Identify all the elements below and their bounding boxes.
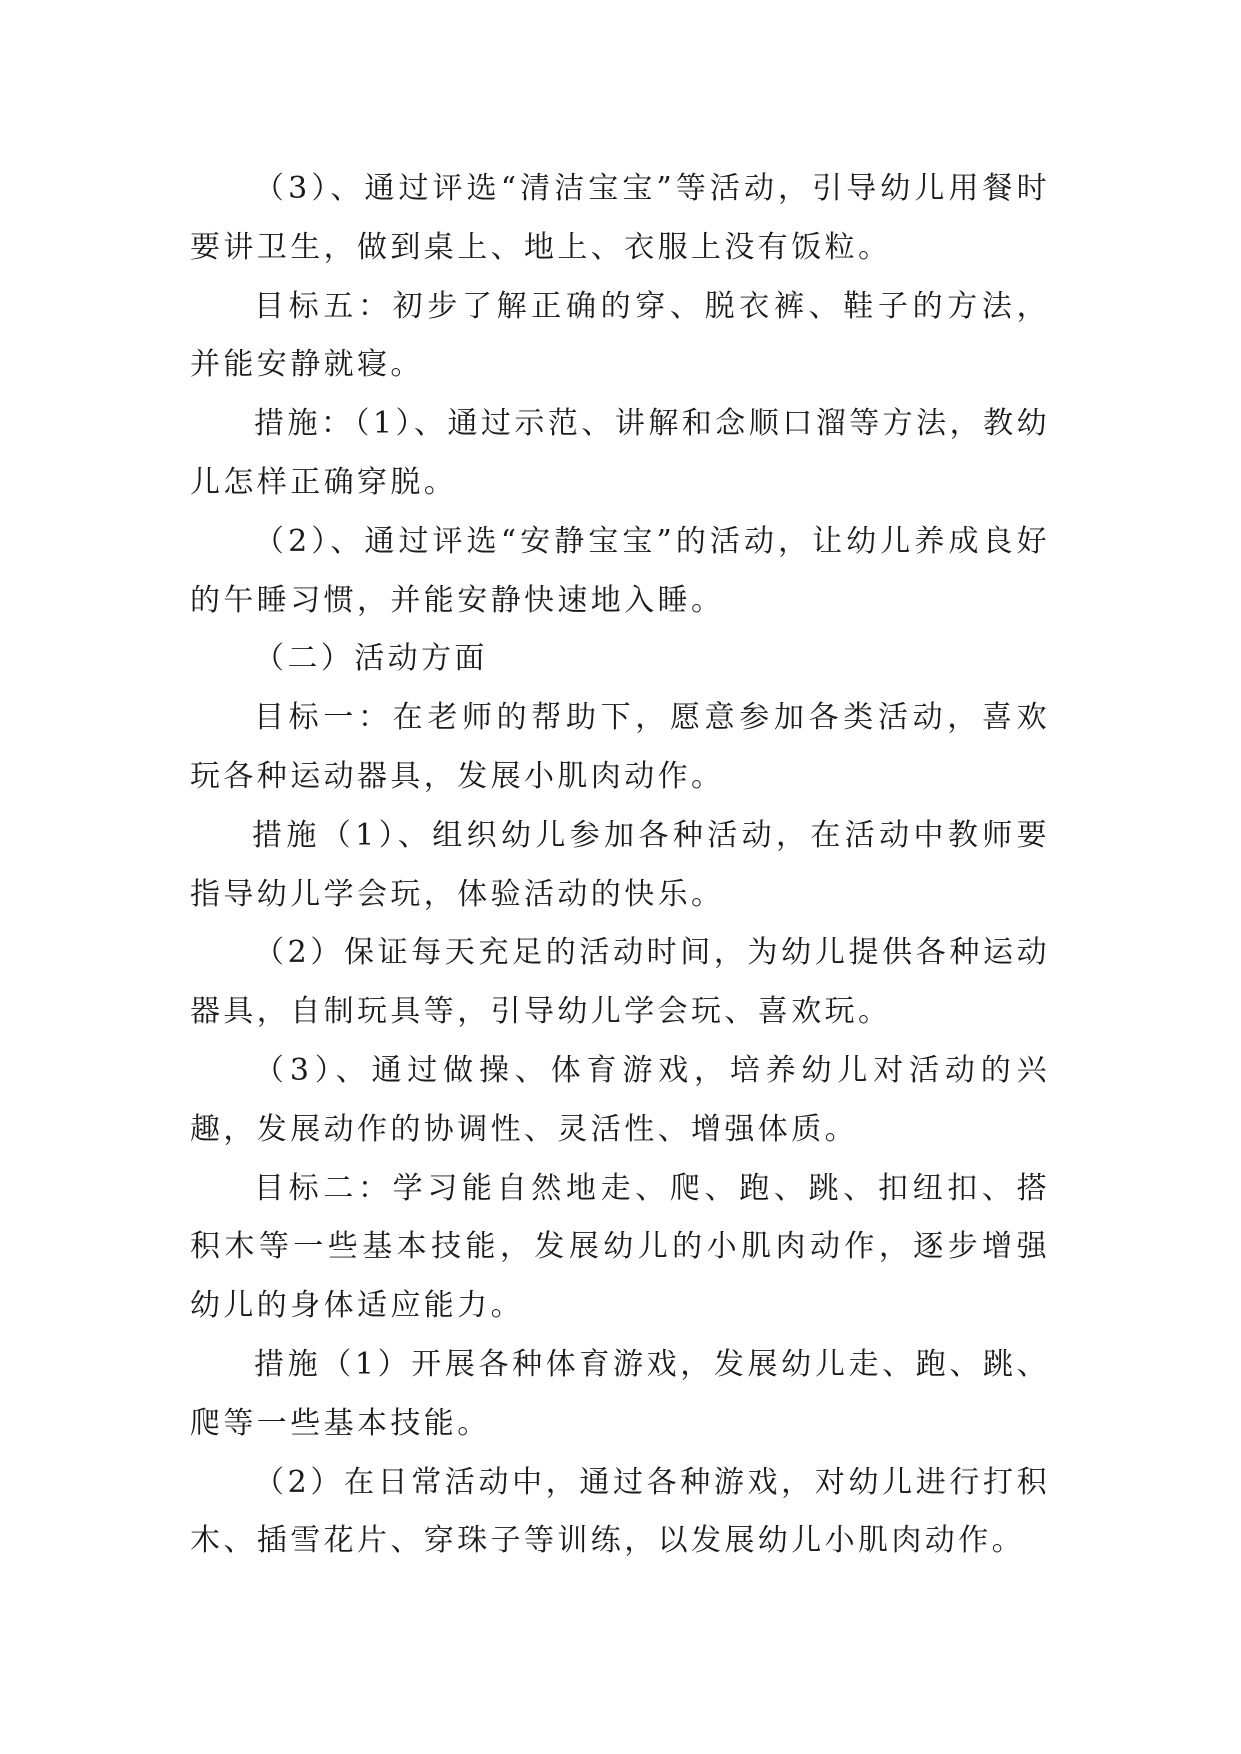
paragraph-goal-5: 目标五：初步了解正确的穿、脱衣裤、鞋子的方法，并能安静就寝。 [190, 288, 1050, 383]
document-body [190, 160, 1050, 1571]
paragraph-activity-goal-1-measure-2: （2）保证每天充足的活动时间，为幼儿提供各种运动器具，自制玩具等，引导幼儿学会玩、喜欢玩。 [190, 935, 1050, 1030]
paragraph-activity-goal-1-measure-3: （3）、通过做操、体育游戏，培养幼儿对活动的兴趣，发展动作的协调性、灵活性、增强体质。 [190, 1052, 1050, 1147]
paragraph-hygiene-measure-3: （3）、通过评选“清洁宝宝”等活动，引导幼儿用餐时要讲卫生，做到桌上、地上、衣服上没有饭粒。 [190, 171, 1050, 265]
paragraph-activity-goal-2: 目标二：学习能自然地走、爬、跑、跳、扣纽扣、搭积木等一些基本技能，发展幼儿的小肌肉动作，逐步增强幼儿的身体适应能力。 [190, 1170, 1050, 1324]
paragraph-activity-goal-2-measure-1: 措施（1）开展各种体育游戏，发展幼儿走、跑、跳、爬等一些基本技能。 [190, 1346, 1050, 1441]
paragraph-goal-5-measure-1: 措施：（1）、通过示范、讲解和念顺口溜等方法，教幼儿怎样正确穿脱。 [190, 406, 1050, 500]
section-heading-activities: （二）活动方面 [254, 641, 488, 677]
paragraph-activity-goal-2-measure-2: （2）在日常活动中，通过各种游戏，对幼儿进行打积木、插雪花片、穿珠子等训练，以发展幼儿小肌肉动作。 [190, 1464, 1050, 1559]
paragraph-goal-5-measure-2: （2）、通过评选“安静宝宝”的活动，让幼儿养成良好的午睡习惯，并能安静快速地入睡。 [190, 523, 1050, 618]
paragraph-activity-goal-1-measure-1: 措施（1）、组织幼儿参加各种活动，在活动中教师要指导幼儿学会玩，体验活动的快乐。 [190, 817, 1050, 912]
paragraph-activity-goal-1: 目标一：在老师的帮助下，愿意参加各类活动，喜欢玩各种运动器具，发展小肌肉动作。 [190, 700, 1050, 794]
